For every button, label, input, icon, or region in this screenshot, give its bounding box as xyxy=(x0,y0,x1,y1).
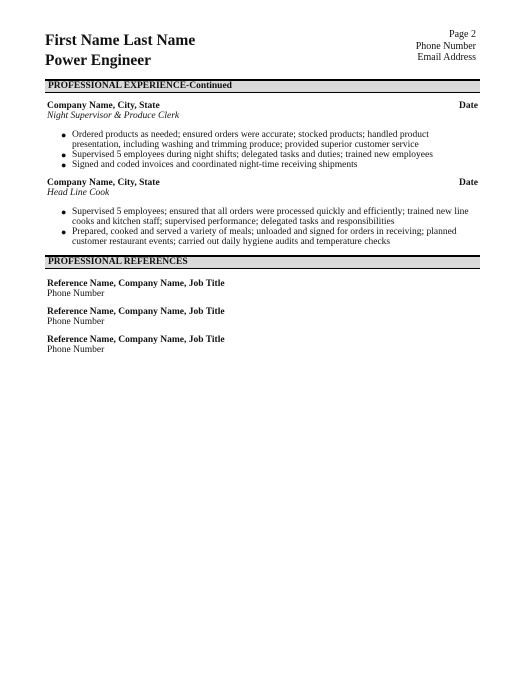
duty-item: ● Supervised 5 employees; ensured that all orders were processed quickly and efficiently; trained new line cooks and kitchen staff; supervised performance; delegated tasks and responsibilities xyxy=(61,207,469,227)
reference-entry xyxy=(47,335,225,355)
contact-block xyxy=(416,29,476,64)
bullet-icon: ● xyxy=(61,160,67,170)
reference-phone: Phone Number xyxy=(47,317,105,327)
reference-entry xyxy=(47,279,225,299)
section-heading-references: PROFESSIONAL REFERENCES xyxy=(45,255,480,269)
job-entry-header xyxy=(47,178,478,198)
job-position: Head Line Cook xyxy=(47,188,110,198)
reference-entry xyxy=(47,307,225,327)
bullet-icon: ● xyxy=(61,150,67,160)
applicant-job-title: Power Engineer xyxy=(45,52,152,69)
reference-name: Reference Name, Company Name, Job Title xyxy=(47,307,225,317)
name-block xyxy=(45,31,195,71)
job-position: Night Supervisor & Produce Clerk xyxy=(47,111,180,121)
duty-item: ● Signed and coded invoices and coordinated night-time receiving shipments xyxy=(61,160,358,170)
reference-name: Reference Name, Company Name, Job Title xyxy=(47,279,225,289)
section-heading-experience: PROFESSIONAL EXPERIENCE-Continued xyxy=(45,79,480,93)
phone-number: Phone Number xyxy=(415,40,476,52)
email-address: Email Address xyxy=(417,52,476,63)
duty-item: ● Prepared, cooked and served a variety of meals; unloaded and signed for orders in receiving; planned customer restaurant events; carried out daily hygiene audits and temperature checks xyxy=(61,227,457,247)
job-duties-list xyxy=(60,130,478,170)
bullet-icon: ● xyxy=(61,227,67,237)
reference-name: Reference Name, Company Name, Job Title xyxy=(47,335,225,345)
job-entry-header xyxy=(47,101,478,121)
duty-item: ● Ordered products as needed; ensured orders were accurate; stocked products; handled product presentation, including washing and trimming produce; provided superior customer service xyxy=(61,130,429,150)
company-line: Company Name, City, State xyxy=(47,101,160,111)
bullet-icon: ● xyxy=(61,130,67,140)
duty-item: ● Supervised 5 employees during night shifts; delegated tasks and duties; trained new employees xyxy=(61,150,433,160)
applicant-name: First Name Last Name xyxy=(45,32,196,49)
job-date: Date xyxy=(459,178,478,188)
reference-phone: Phone Number xyxy=(47,289,105,299)
job-duties-list xyxy=(60,207,478,247)
company-line: Company Name, City, State xyxy=(47,178,160,188)
reference-phone: Phone Number xyxy=(47,345,105,355)
bullet-icon: ● xyxy=(61,207,67,217)
page-number: Page 2 xyxy=(449,29,476,40)
job-date: Date xyxy=(459,101,478,111)
